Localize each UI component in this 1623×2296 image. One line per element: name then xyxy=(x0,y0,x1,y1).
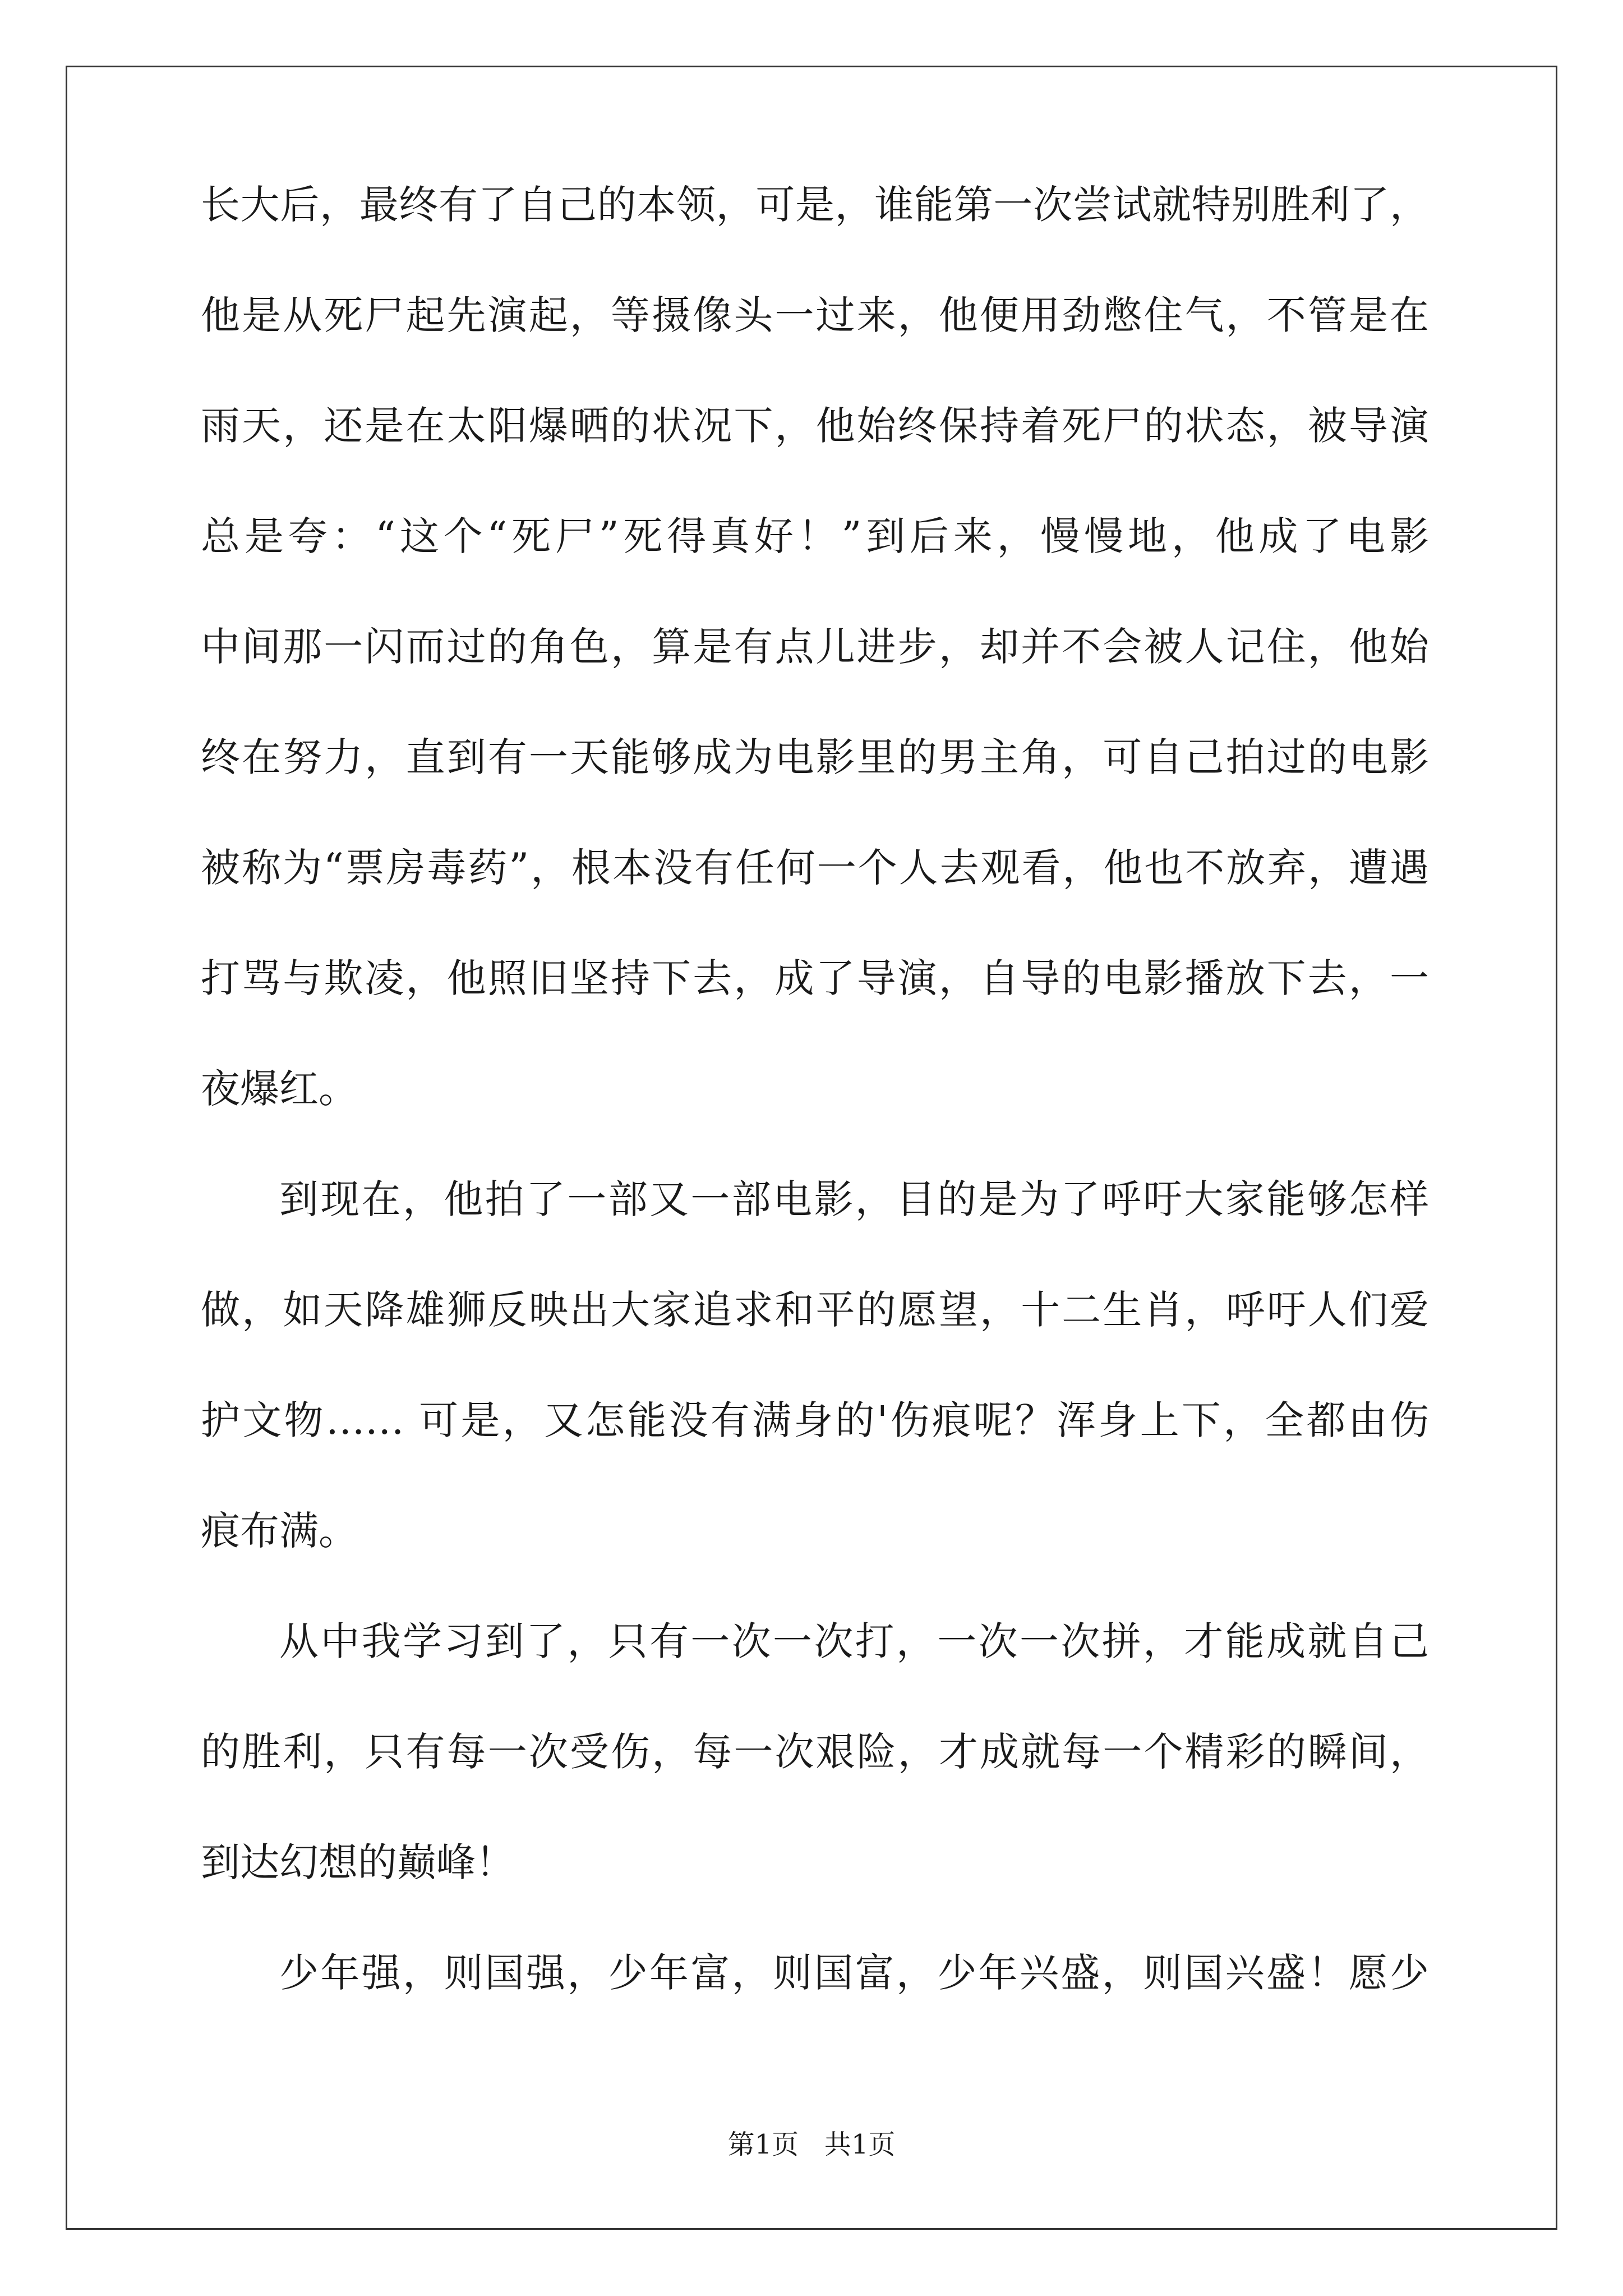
text-line: 他是从死尸起先演起，等摄像头一过来，他便用劲憋住气，不管是在 xyxy=(201,292,1429,338)
text-line: 到现在，他拍了一部又一部电影，目的是为了呼吁大家能够怎样 xyxy=(279,1176,1429,1222)
text-line: 长大后，最终有了自己的本领，可是，谁能第一次尝试就特别胜利了， xyxy=(201,182,1429,228)
text-line: 被称为“票房毒药”，根本没有任何一个人去观看，他也不放弃，遭遇 xyxy=(201,845,1429,891)
text-line: 少年强，则国强，少年富，则国富，少年兴盛，则国兴盛！愿少 xyxy=(279,1950,1429,1996)
page-footer xyxy=(0,2129,1623,2160)
text-line: 做，如天降雄狮反映出大家追求和平的愿望，十二生肖，呼吁人们爱 xyxy=(201,1287,1429,1333)
text-line: 夜爆红。 xyxy=(201,1066,358,1112)
text-line: 的胜利，只有每一次受伤，每一次艰险，才成就每一个精彩的瞬间， xyxy=(201,1729,1429,1775)
page-total-label: 共1页 xyxy=(824,2129,896,2160)
text-line: 从中我学习到了，只有一次一次打，一次一次拼，才能成就自己 xyxy=(279,1618,1429,1664)
text-line: 中间那一闪而过的角色，算是有点儿进步，却并不会被人记住，他始 xyxy=(201,624,1429,670)
page-number-label: 第1页 xyxy=(727,2129,799,2160)
text-line: 雨天，还是在太阳爆晒的状况下，他始终保持着死尸的状态，被导演 xyxy=(201,403,1429,449)
document-body xyxy=(201,182,1429,2064)
text-line: 到达幻想的巅峰！ xyxy=(201,1839,515,1885)
text-line: 痕布满。 xyxy=(201,1508,358,1554)
text-line: 护文物…… 可是，又怎能没有满身的'伤痕呢？浑身上下，全都由伤 xyxy=(201,1397,1429,1443)
text-line: 终在努力，直到有一天能够成为电影里的男主角，可自己拍过的电影 xyxy=(201,734,1429,780)
text-line: 打骂与欺凌，他照旧坚持下去，成了导演，自导的电影播放下去，一 xyxy=(201,955,1429,1001)
text-line: 总是夸：“这个“死尸”死得真好！”到后来，慢慢地，他成了电影 xyxy=(201,513,1429,559)
